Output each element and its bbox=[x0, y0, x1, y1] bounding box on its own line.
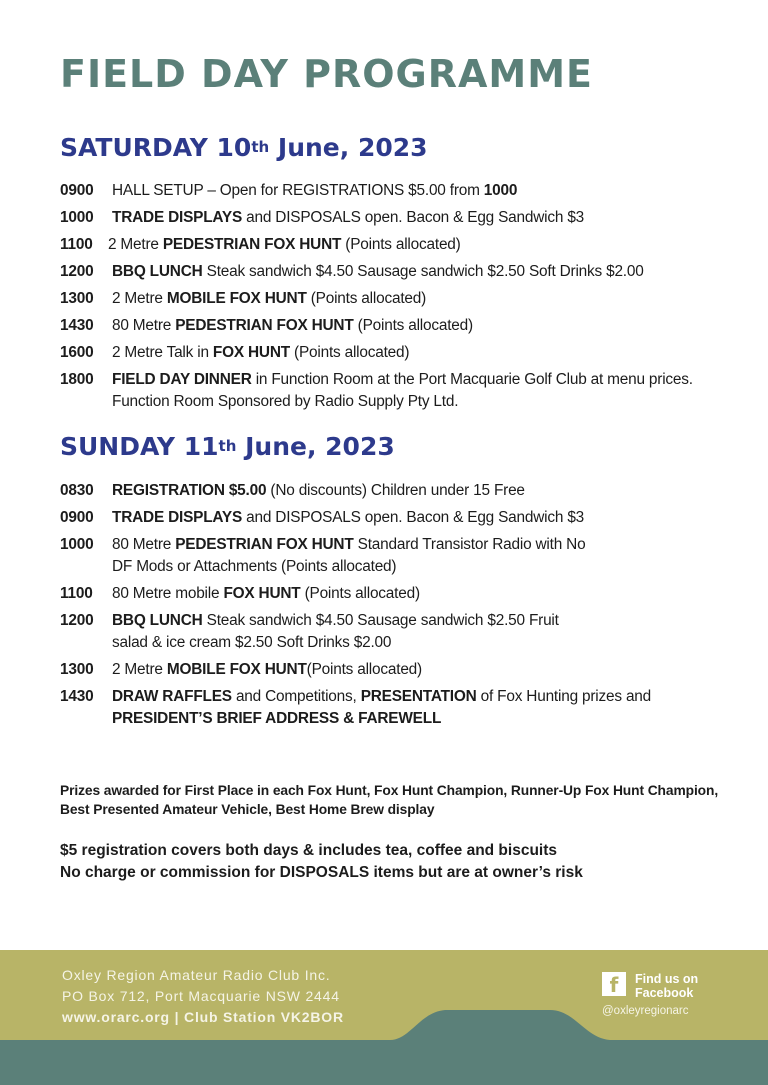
schedule-item bbox=[60, 261, 720, 283]
item-highlight: REGISTRATION $5.00 bbox=[112, 482, 267, 499]
item-text: 2 Metre Talk in bbox=[112, 344, 213, 361]
sunday-heading-date: SUNDAY 11 bbox=[60, 432, 219, 461]
item-description bbox=[112, 207, 720, 229]
saturday-heading-month-year: June, 2023 bbox=[269, 133, 428, 162]
club-address bbox=[62, 965, 344, 1028]
schedule-item bbox=[60, 207, 720, 229]
schedule-item bbox=[60, 342, 720, 364]
website-link[interactable]: www.orarc.org bbox=[62, 1009, 170, 1025]
item-text: (Points allocated) bbox=[306, 661, 422, 678]
item-description bbox=[112, 261, 720, 283]
item-description bbox=[112, 659, 720, 681]
item-text: Standard Transistor Radio with No DF Mods or Attachments (Points allocated) bbox=[112, 536, 586, 575]
schedule-item bbox=[60, 234, 720, 256]
item-description bbox=[112, 583, 720, 605]
item-description bbox=[112, 610, 570, 654]
item-text: (No discounts) Children under 15 Free bbox=[266, 482, 525, 499]
item-highlight: FIELD DAY DINNER bbox=[112, 371, 252, 388]
item-highlight: MOBILE FOX HUNT bbox=[166, 290, 307, 307]
item-text: 80 Metre bbox=[112, 536, 176, 553]
item-text: 2 Metre bbox=[112, 661, 167, 678]
item-description bbox=[112, 180, 720, 202]
sunday-heading bbox=[60, 432, 395, 461]
registration-notes bbox=[60, 840, 583, 884]
item-time: 1200 bbox=[60, 263, 94, 280]
item-text: in Function Room at the Port Macquarie Golf Club at menu prices. Function Room Sponsored by Radio Supply Pty Ltd. bbox=[112, 371, 693, 410]
item-text: (Points allocated) bbox=[353, 317, 473, 334]
saturday-heading-ordinal: th bbox=[251, 138, 270, 156]
item-description bbox=[112, 369, 720, 413]
item-text: Steak sandwich $4.50 Sausage sandwich $2.50 Soft Drinks $2.00 bbox=[202, 263, 644, 280]
item-text: of Fox Hunting prizes and bbox=[476, 688, 652, 705]
item-description bbox=[112, 686, 670, 730]
item-text: and DISPOSALS open. Bacon & Egg Sandwich $3 bbox=[242, 509, 585, 526]
item-text: 2 Metre bbox=[112, 290, 167, 307]
postal-address: PO Box 712, Port Macquarie NSW 2444 bbox=[62, 988, 340, 1004]
schedule-item bbox=[60, 315, 720, 337]
item-time: 1800 bbox=[60, 371, 94, 388]
item-text: and Competitions, bbox=[231, 688, 361, 705]
note-line: No charge or commission for DISPOSALS items but are at owner’s risk bbox=[60, 864, 583, 881]
sunday-schedule bbox=[60, 480, 720, 735]
item-highlight: MOBILE FOX HUNT bbox=[166, 661, 307, 678]
item-text: and DISPOSALS open. Bacon & Egg Sandwich $3 bbox=[242, 209, 585, 226]
note-line: $5 registration covers both days & includes tea, coffee and biscuits bbox=[60, 842, 558, 859]
item-highlight: BBQ LUNCH bbox=[112, 263, 203, 280]
item-text: Steak sandwich $4.50 Sausage sandwich $2.50 Fruit salad & ice cream $2.50 Soft Drinks $2.00 bbox=[112, 612, 559, 651]
item-description bbox=[112, 315, 720, 337]
item-text: 80 Metre mobile bbox=[112, 585, 224, 602]
item-description bbox=[112, 534, 600, 578]
schedule-item bbox=[60, 534, 720, 578]
page-title: FIELD DAY PROGRAMME bbox=[60, 52, 593, 96]
item-highlight: PEDESTRIAN FOX HUNT bbox=[175, 317, 354, 334]
schedule-item bbox=[60, 369, 720, 413]
schedule-item bbox=[60, 583, 720, 605]
item-description bbox=[108, 234, 720, 256]
prizes-note: Prizes awarded for First Place in each Fox Hunt, Fox Hunt Champion, Runner-Up Fox Hunt Champion, Best Presented Amateur Vehicle, Best Home Brew display bbox=[60, 783, 719, 817]
item-text: 2 Metre bbox=[108, 236, 163, 253]
schedule-item bbox=[60, 288, 720, 310]
club-name: Oxley Region Amateur Radio Club Inc. bbox=[62, 967, 331, 983]
schedule-item bbox=[60, 180, 720, 202]
item-time: 1100 bbox=[60, 585, 93, 602]
item-description bbox=[112, 342, 720, 364]
item-highlight: TRADE DISPLAYS bbox=[112, 509, 243, 526]
sunday-heading-ordinal: th bbox=[218, 437, 237, 455]
item-highlight: PEDESTRIAN FOX HUNT bbox=[175, 536, 354, 553]
item-highlight: TRADE DISPLAYS bbox=[112, 209, 243, 226]
item-time: 1600 bbox=[60, 344, 94, 361]
item-time: 0900 bbox=[60, 182, 94, 199]
item-time: 1300 bbox=[60, 290, 94, 307]
club-station: Club Station VK2BOR bbox=[184, 1009, 344, 1025]
item-highlight: 1000 bbox=[483, 182, 518, 199]
schedule-item bbox=[60, 659, 720, 681]
item-highlight: BBQ LUNCH bbox=[112, 612, 203, 629]
item-highlight: PEDESTRIAN FOX HUNT bbox=[162, 236, 342, 253]
item-description bbox=[112, 507, 720, 529]
item-highlight: DRAW RAFFLES bbox=[112, 688, 232, 705]
item-time: 0830 bbox=[60, 482, 94, 499]
item-text: (Points allocated) bbox=[341, 236, 461, 253]
schedule-item bbox=[60, 480, 720, 502]
item-time: 1100 bbox=[60, 236, 93, 253]
item-time: 1000 bbox=[60, 536, 94, 553]
item-time: 0900 bbox=[60, 509, 94, 526]
item-time: 1200 bbox=[60, 612, 94, 629]
item-highlight: PRESENTATION bbox=[360, 688, 477, 705]
saturday-schedule bbox=[60, 180, 720, 418]
schedule-item bbox=[60, 610, 720, 654]
item-highlight: FOX HUNT bbox=[212, 344, 290, 361]
footer-band bbox=[0, 950, 768, 1085]
sunday-heading-month-year: June, 2023 bbox=[236, 432, 395, 461]
schedule-item bbox=[60, 507, 720, 529]
item-text: HALL SETUP – Open for REGISTRATIONS $5.00 from bbox=[112, 182, 484, 199]
item-time: 1300 bbox=[60, 661, 94, 678]
item-highlight: PRESIDENT’S BRIEF ADDRESS & FAREWELL bbox=[112, 710, 442, 727]
saturday-heading-date: SATURDAY 10 bbox=[60, 133, 252, 162]
facebook-label: Find us on Facebook bbox=[635, 972, 699, 1000]
item-time: 1000 bbox=[60, 209, 94, 226]
item-highlight: FOX HUNT bbox=[223, 585, 301, 602]
saturday-heading bbox=[60, 133, 428, 162]
item-description bbox=[112, 480, 720, 502]
contact-line bbox=[62, 1007, 344, 1028]
item-description bbox=[112, 288, 720, 310]
item-time: 1430 bbox=[60, 317, 94, 334]
item-text: (Points allocated) bbox=[289, 344, 410, 361]
item-text: 80 Metre bbox=[112, 317, 176, 334]
facebook-icon: f bbox=[602, 972, 626, 996]
item-time: 1430 bbox=[60, 688, 94, 705]
separator: | bbox=[174, 1009, 180, 1025]
item-text: (Points allocated) bbox=[300, 585, 420, 602]
facebook-handle: @oxleyregionarc bbox=[602, 1005, 689, 1017]
item-text: (Points allocated) bbox=[306, 290, 427, 307]
schedule-item bbox=[60, 686, 720, 730]
